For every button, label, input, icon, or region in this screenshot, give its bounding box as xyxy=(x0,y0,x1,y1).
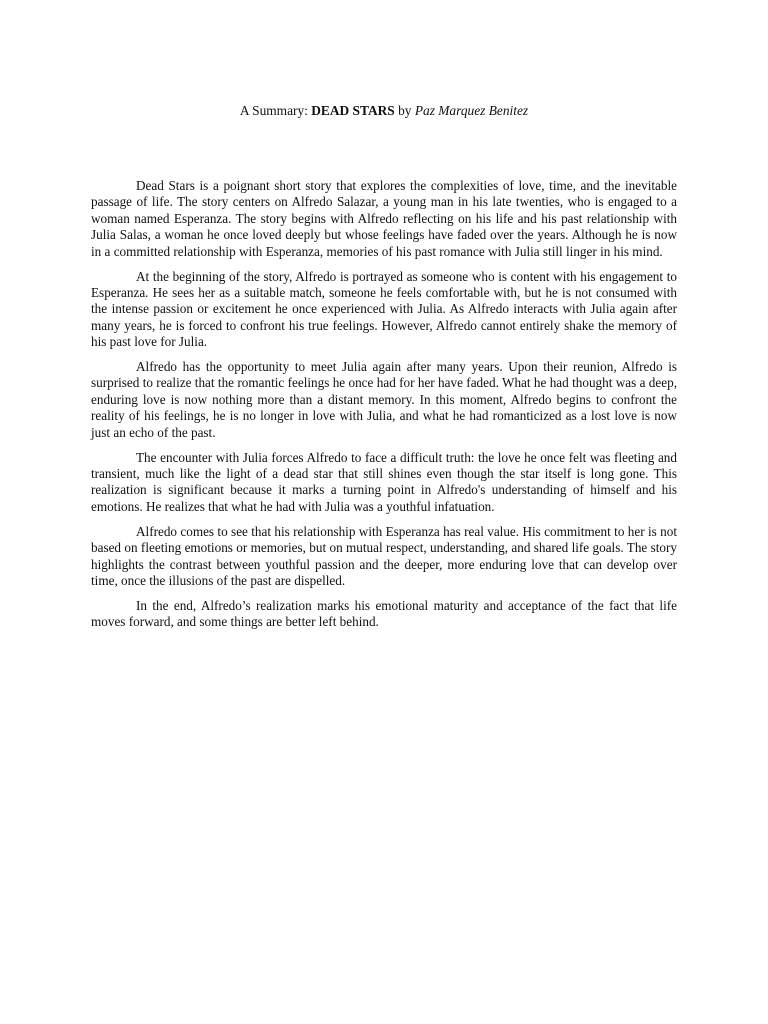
title-prefix: A Summary: xyxy=(239,103,312,118)
title-author: Paz Marquez Benitez xyxy=(414,103,529,118)
paragraph-4: The encounter with Julia forces Alfredo to face a difficult truth: the love he once felt was fleeting and transient, much like the light of a dead star that still shines even though the star itself is long gone. This realization is significant because it marks a turning point in Alfredo's understanding of himself and his emotions. He realizes that what he had with Julia was a youthful infatuation. xyxy=(91,449,677,514)
paragraph-2: At the beginning of the story, Alfredo is portrayed as someone who is content with his engagement to Esperanza. He sees her as a suitable match, someone he feels comfortable with, but he is not consumed with the intense passion or excitement he once experienced with Julia. As Alfredo interacts with Julia again after many years, he is forced to confront his true feelings. However, Alfredo cannot entirely shake the memory of his past love for Julia. xyxy=(91,268,677,350)
paragraph-6: In the end, Alfredo’s realization marks his emotional maturity and acceptance of the fact that life moves forward, and some things are better left behind. xyxy=(91,597,677,630)
title-main: DEAD STARS xyxy=(311,103,395,118)
paragraph-3: Alfredo has the opportunity to meet Julia again after many years. Upon their reunion, Alfredo is surprised to realize that the romantic feelings he once had for her have faded. What he had thought was a deep, enduring love is now nothing more than a distant memory. In this moment, Alfredo begins to confront the reality of his feelings, he is no longer in love with Julia, and what he had romanticized as a lost love is now just an echo of the past. xyxy=(91,359,677,440)
document-title xyxy=(0,102,768,120)
paragraph-1: Dead Stars is a poignant short story that explores the complexities of love, time, and the inevitable passage of life. The story centers on Alfredo Salazar, a young man in his late twenties, who is engaged to a woman named Esperanza. The story begins with Alfredo reflecting on his life and his past relationship with Julia Salas, a woman he once loved deeply but whose feelings have faded over the years. Although he is now in a committed relationship with Esperanza, memories of his past romance with Julia still linger in his mind. xyxy=(91,178,677,259)
paragraph-5: Alfredo comes to see that his relationship with Esperanza has real value. His commitment to her is not based on fleeting emotions or memories, but on mutual respect, understanding, and shared life goals. The story highlights the contrast between youthful passion and the deeper, more enduring love that can develop over time, once the illusions of the past are dispelled. xyxy=(91,523,677,588)
document-body xyxy=(91,178,677,639)
title-by: by xyxy=(394,103,415,118)
